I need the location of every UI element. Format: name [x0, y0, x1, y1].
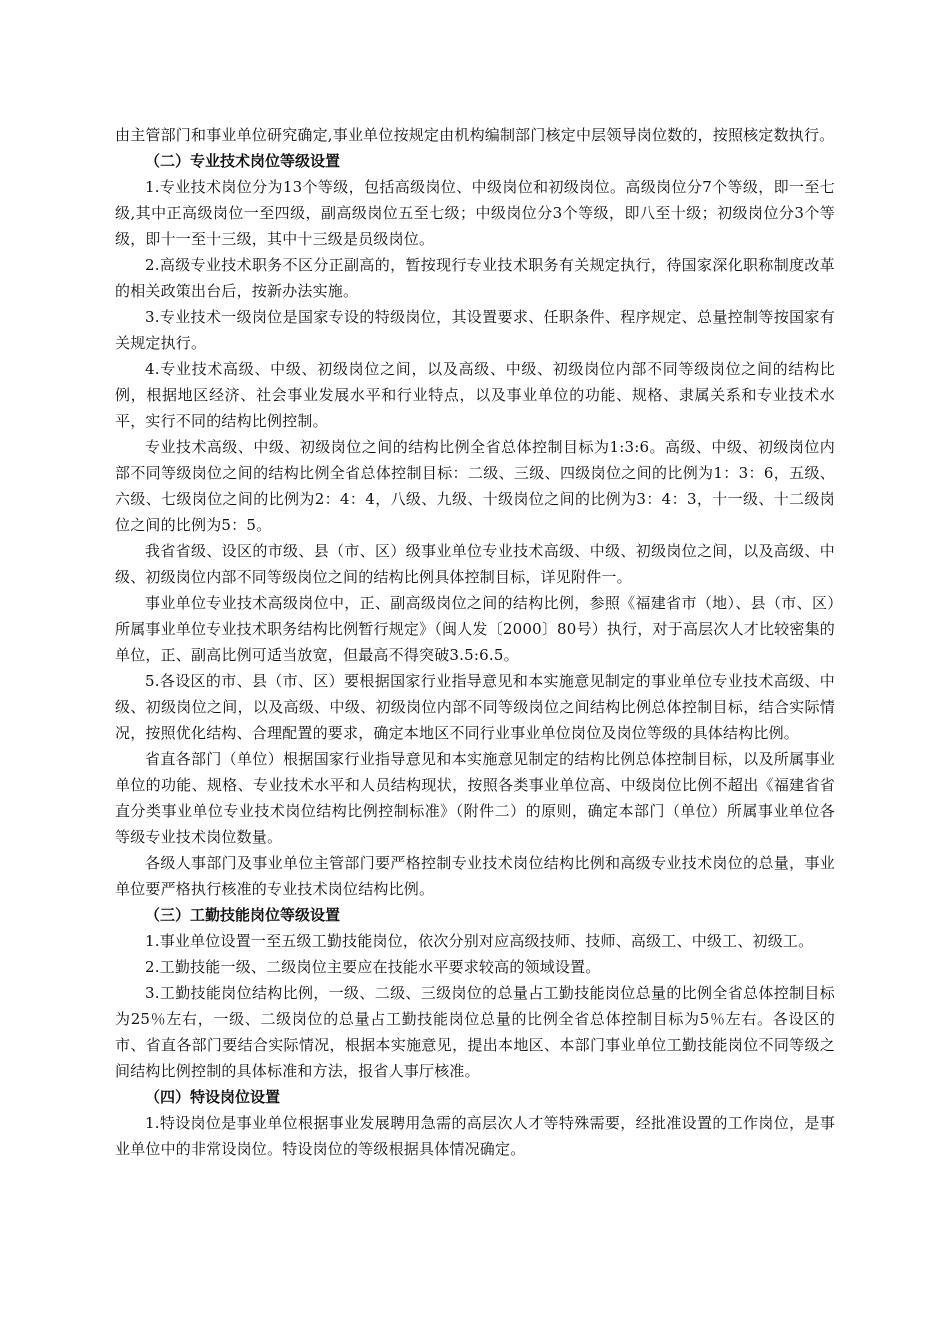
- paragraph-intro: 由主管部门和事业单位研究确定,事业单位按规定由机构编制部门核定中层领导岗位数的，按照核定数执行。: [115, 126, 835, 144]
- paragraph-4-1: 1.特设岗位是事业单位根据事业发展聘用急需的高层次人才等特殊需要，经批准设置的工作岗位，是事业单位中的非常设岗位。特设岗位的等级根据具体情况确定。: [115, 1114, 835, 1158]
- section-heading-3: （三）工勤技能岗位等级设置: [145, 906, 341, 924]
- paragraph-2-4: 4.专业技术高级、中级、初级岗位之间，以及高级、中级、初级岗位内部不同等级岗位之间的结构比例，根据地区经济、社会事业发展水平和行业特点，以及事业单位的功能、规格、隶属关系和专业技术水平，实行不同的结构比例控制。: [115, 360, 835, 430]
- paragraph-3-1: 1.事业单位设置一至五级工勤技能岗位，依次分别对应高级技师、技师、高级工、中级工、初级工。: [145, 932, 814, 950]
- paragraph-2-5-control: 各级人事部门及事业单位主管部门要严格控制专业技术岗位结构比例和高级专业技术岗位的总量，事业单位要严格执行核准的专业技术岗位结构比例。: [115, 854, 835, 898]
- paragraph-2-2: 2.高级专业技术职务不区分正副高的，暂按现行专业技术职务有关规定执行，待国家深化职称制度改革的相关政策出台后，按新办法实施。: [115, 256, 835, 300]
- paragraph-2-4-senior: 事业单位专业技术高级岗位中，正、副高级岗位之间的结构比例，参照《福建省市（地）、县（市、区）所属事业单位专业技术职务结构比例暂行规定》（闽人发〔2000〕80号）执行，对于高层次人才比较密集的单位，正、副高比例可适当放宽，但最高不得突破3.5:6.5。: [115, 594, 835, 664]
- document-page: [115, 122, 835, 1162]
- paragraph-2-4-ratio: 专业技术高级、中级、初级岗位之间的结构比例全省总体控制目标为1:3:6。高级、中级、初级岗位内部不同等级岗位之间的结构比例全省总体控制目标：二级、三级、四级岗位之间的比例为1：3：6，五级、六级、七级岗位之间的比例为2：4：4，八级、九级、十级岗位之间的比例为3：4：3，十一级、十二级岗位之间的比例为5：5。: [115, 438, 835, 534]
- paragraph-2-5-provincial: 省直各部门（单位）根据国家行业指导意见和本实施意见制定的结构比例总体控制目标，以及所属事业单位的功能、规格、专业技术水平和人员结构现状，按照各类事业单位高、中级岗位比例不超出《福建省省直分类事业单位专业技术岗位结构比例控制标准》（附件二）的原则，确定本部门（单位）所属事业单位各等级专业技术岗位数量。: [115, 750, 835, 846]
- paragraph-2-4-levels: 我省省级、设区的市级、县（市、区）级事业单位专业技术高级、中级、初级岗位之间，以及高级、中级、初级岗位内部不同等级岗位之间的结构比例具体控制目标，详见附件一。: [115, 542, 835, 586]
- paragraph-3-3: 3.工勤技能岗位结构比例，一级、二级、三级岗位的总量占工勤技能岗位总量的比例全省总体控制目标为25％左右，一级、二级岗位的总量占工勤技能岗位总量的比例全省总体控制目标为5％左右。各设区的市、省直各部门要结合实际情况，根据本实施意见，提出本地区、本部门事业单位工勤技能岗位不同等级之间结构比例控制的具体标准和方法，报省人事厅核准。: [115, 984, 835, 1080]
- section-heading-4: （四）特设岗位设置: [145, 1088, 281, 1106]
- paragraph-2-3: 3.专业技术一级岗位是国家专设的特级岗位，其设置要求、任职条件、程序规定、总量控制等按国家有关规定执行。: [115, 308, 835, 352]
- paragraph-3-2: 2.工勤技能一级、二级岗位主要应在技能水平要求较高的领域设置。: [145, 958, 601, 976]
- paragraph-2-1: 1.专业技术岗位分为13个等级，包括高级岗位、中级岗位和初级岗位。高级岗位分7个等级，即一至七级,其中正高级岗位一至四级，副高级岗位五至七级；中级岗位分3个等级，即八至十级；初级岗位分3个等级，即十一至十三级，其中十三级是员级岗位。: [115, 178, 835, 248]
- paragraph-2-5: 5.各设区的市、县（市、区）要根据国家行业指导意见和本实施意见制定的事业单位专业技术高级、中级、初级岗位之间，以及高级、中级、初级岗位内部不同等级岗位之间结构比例总体控制目标，结合实际情况，按照优化结构、合理配置的要求，确定本地区不同行业事业单位岗位及岗位等级的具体结构比例。: [115, 672, 835, 742]
- section-heading-2: （二）专业技术岗位等级设置: [145, 152, 341, 170]
